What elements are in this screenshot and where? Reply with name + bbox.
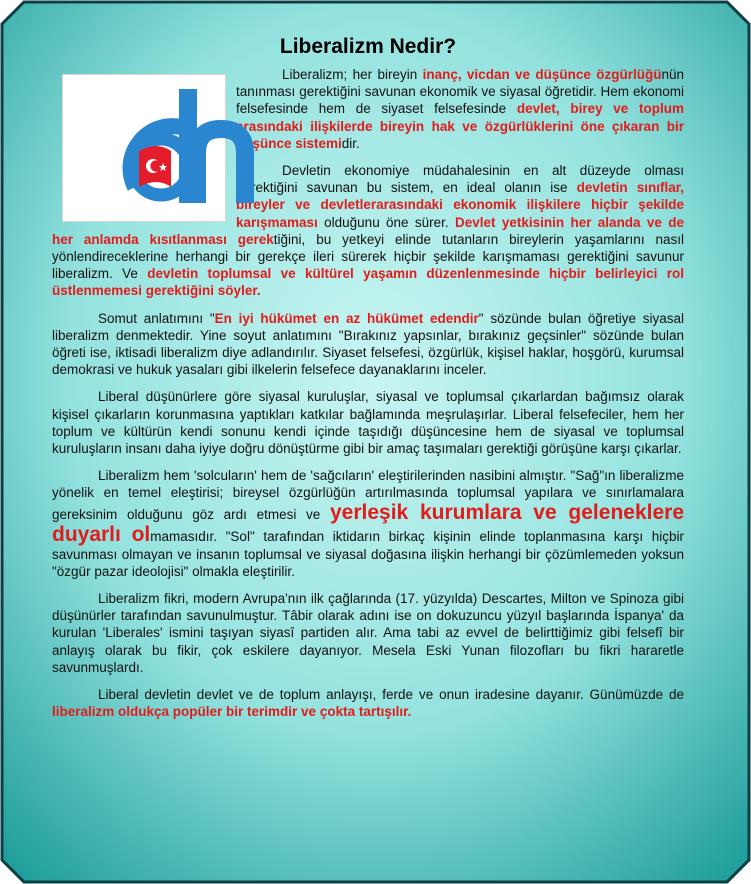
paragraph-6: Liberalizm fikri, modern Avrupa'nın ilk çağlarında (17. yüzyılda) Descartes, Milton ve Spinoza gibi düşünürler tarafından savunulmuştur. Tâbir olarak adını ise on dokuzuncu yüzyıl başlarında İspanya' da kurulan 'Liberales' ismini taşıyan siyasî partiden alır. Ama tabi az evvel de belirttiğimiz gibi felsefî bir anlayış olarak bu fikir, çok eskilere dayanıyor. Mesela Eski Yunan filozofları bu fikri hararetle savunmuşlardı. xyxy=(52,591,684,675)
highlight: inanç, vicdan ve düşünce özgürlüğü xyxy=(422,67,662,82)
article xyxy=(52,34,684,731)
paragraph-7: Liberal devletin devlet ve de toplum anlayışı, ferde ve onun iradesine dayanır. Günümüzde de liberalizm oldukça popüler bir terimdir ve çokta tartışılır. xyxy=(52,687,684,720)
highlight: Devlet yetkisinin her alanda ve de her anlamda kısıtlanması gerek xyxy=(52,214,685,247)
highlight-large: yerleşik kurumlara ve geleneklere duyarlı ol xyxy=(52,500,684,546)
paragraph-4: Liberal düşünürlere göre siyasal kuruluşlar, siyasal ve toplumsal çıkarlardan bağımsız olarak kişisel çıkarların korunmasına yaptıkları katkılar bağlamında meşrulaşırlar. Liberal felsefeciler, hem her toplum ve kültürün kendi sonunu kendi içinde taşıdığı düşüncesine hem de siyasal ve toplumsal kuruluşların insanı daha iyiye doğru dönüştürme gibi bir amaç taşımaları gerektiği görüşüne karşı çıkarlar. xyxy=(52,389,684,457)
highlight: devletin toplumsal ve kültürel yaşamın düzenlenmesinde hiçbir belirleyici rol üstlenmemesi gerektiğini söyler. xyxy=(52,266,684,299)
highlight: devlet, birey ve toplum arasındaki ilişkilerde bireyin hak ve özgürlüklerini öne çıkaran bir düşünce sistemi xyxy=(236,101,684,151)
paragraph-5: Liberalizm hem 'solcuların' hem de 'sağcıların' eleştirilerinden nasibini almıştır. "Sağ"ın liberalizme yönelik en temel eleştirisi; bireysel özgürlüğün artırılmasında toplumsal yapılara ve sınırlamalara gereksinim olduğunu göz ardı etmesi ve yerleşik kurumlara ve geleneklere duyarlı olmamasıdır. "Sol" tarafından iktidarın birkaç kişinin elinde toplanmasına karşı hiçbir savunması olmayan ve insanın toplumsal ve siyasal doğasına ilişkin herhangi bir çözümlemeden yoksun "özgür pazar ideolojisi" olmakla eleştirilir. xyxy=(52,468,684,579)
page-title: Liberalizm Nedir? xyxy=(279,35,457,58)
paragraph-2: Devletin ekonomiye müdahalesinin en alt düzeyde olması gerektiğini savunan bu sistem, en ideal olanın ise devletin sınıflar, bireyler ve devletlerarasındaki ekonomik ilişkilere hiçbir şekilde karışmaması olduğunu öne sürer. Devlet yetkisinin her alanda ve de her anlamda kısıtlanması gerektiğini, bu yetkeyi elinde tutanların bireylerin yaşamlarını nasıl yönlendireceklerine herhangi bir gerekçe ileri sürerek hiçbir şekilde karışmaması gerektiğini savunur liberalizm. Ve devletin toplumsal ve kültürel yaşamın düzenlenmesinde hiçbir belirleyici rol üstlenmemesi gerektiğini söyler. xyxy=(52,163,685,299)
paragraph-3: Somut anlatımını "En iyi hükümet en az hükümet edendir" sözünde bulan öğretiye siyasal liberalizm denmektedir. Yine soyut anlatımını "Bırakınız yapsınlar, bırakınız geçsinler" sözünde bulan öğreti ise, iktisadi liberalizm diye adlandırılır. Siyaset felsefesi, özgürlük, kişisel haklar, hoşgörü, kurumsal demokrasi ve hukuk yasaları gibi ilkelerin felsefece dayanaklarını inceler. xyxy=(52,310,684,378)
highlight: liberalizm oldukça popüler bir terimdir ve çokta tartışılır. xyxy=(52,704,412,720)
paragraph-1: Liberalizm; her bireyin inanç, vicdan ve düşünce özgürlüğünün tanınması gerektiğini savunan ekonomik ve siyasal öğretidir. Hem ekonomi felsefesinde hem de siyaset felsefesinde devlet, birey ve toplum arasındaki ilişkilerde bireyin hak ve özgürlüklerini öne çıkaran bir düşünce sistemidir. xyxy=(52,66,684,152)
dh-logo-icon xyxy=(62,74,226,222)
highlight: En iyi hükümet en az hükümet edendir xyxy=(214,310,479,326)
highlight: devletin sınıflar, bireyler ve devletlerarasındaki ekonomik ilişkilere hiçbir şekilde karışmaması xyxy=(236,180,684,230)
